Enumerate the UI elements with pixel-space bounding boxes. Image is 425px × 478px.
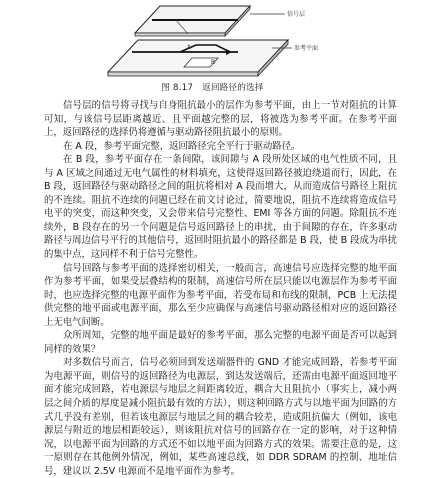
paragraph: 信号回路与参考平面的选择密切相关，一般而言，高速信号应选择完整的地平面作为参考平面，如果受层叠结构的限制，高速信号所在层只能以电源层作为参考平面时，也应选择完整的电源平面作为参考平面，若受布局和布线的限制，PCB 上无法提供完整的地平面或电源平面，那么至少应确保与高速信号驱动路径相对应的返回路径上无电气间断。 [44, 262, 397, 328]
point-b-label: B [211, 59, 216, 66]
reference-plane-plate [108, 40, 288, 76]
figure-caption: 图 8.17 返回路径的选择 [161, 83, 264, 93]
point-a-label: A [187, 44, 192, 51]
paragraph: 对多数信号而言，信号必须回到发送端器件的 GND 才能完成回路，若参考平面为电源平面，则信号的返回路径为电源层，到达发送端后，还需由电源平面返回地平面才能完成回路，若电源层与地层之间距离较近，耦合大且阻抗小（事实上，减小两层之间介质的厚度是减小阻抗最有效的方法），则这种回路方式与以地平面为回路的方式几乎没有差别，但若该电源层与地层之间的耦合较差，造成阻抗偏大（例如，该电源层与附近的地层相距较远），则该阻抗对信号的回路存在一定的影响，对于这种情况，以电源平面为回路的方式还不如以地平面为回路方式的效果。需要注意的是，这一原则存在其他例外情况，例如，某些高速总线，如 DDR SDRAM 的控制、地址信号，建议以 2.5V 电源而不是地平面作为参考。 [44, 357, 397, 477]
paragraph: 在 B 段，参考平面存在一条间隙，该间隙与 A 段所处区域的电气性质不同，且与 A 区域之间通过无电气属性的材料填充，这使得返回路径被迫绕道而行，因此，在 B 段，返回路径与驱动路径之间的阻抗将相对 A 段而增大，从而造成信号路径上阻抗的不连续。阻抗不连续的问题已经在前文讨论过，简要地说，阻抗不连续将造成信号电平的突变，而这种突变，又会带来信号完整性、EMI 等各方面的问题。除阻抗不连续外，B 段存在的另一个问题是信号返回路径上的串扰，由于间隙的存在，许多驱动路径与周边信号平行的其他信号，返回时阻抗最小的路径都是 B 段，使 B 段成为串扰的集中点，这同样不利于信号完整性。 [44, 154, 397, 261]
return-path-figure [0, 0, 425, 84]
pcb-layer-diagram [0, 0, 425, 84]
reference-plane-label: 参考平面 [294, 45, 319, 52]
signal-layer-label: 信号层 [287, 11, 306, 18]
signal-layer-plate [135, 6, 250, 36]
paragraph: 众所周知，完整的地平面是最好的参考平面，那么完整的电源平面是否可以起到同样的效果？ [44, 330, 397, 355]
paragraph: 信号层的信号将寻找与自身阻抗最小的层作为参考平面，由上一节对阻抗的计算可知，与该信号层距离越近、且平面越完整的层，将被选为参考平面。在参考平面上，返回路径的选择仍将遵循与驱动路径阻抗最小的原则。 [44, 100, 397, 139]
paragraph: 在 A 段，参考平面完整，返回路径完全平行于驱动路径。 [63, 140, 301, 152]
article-body [44, 99, 397, 478]
